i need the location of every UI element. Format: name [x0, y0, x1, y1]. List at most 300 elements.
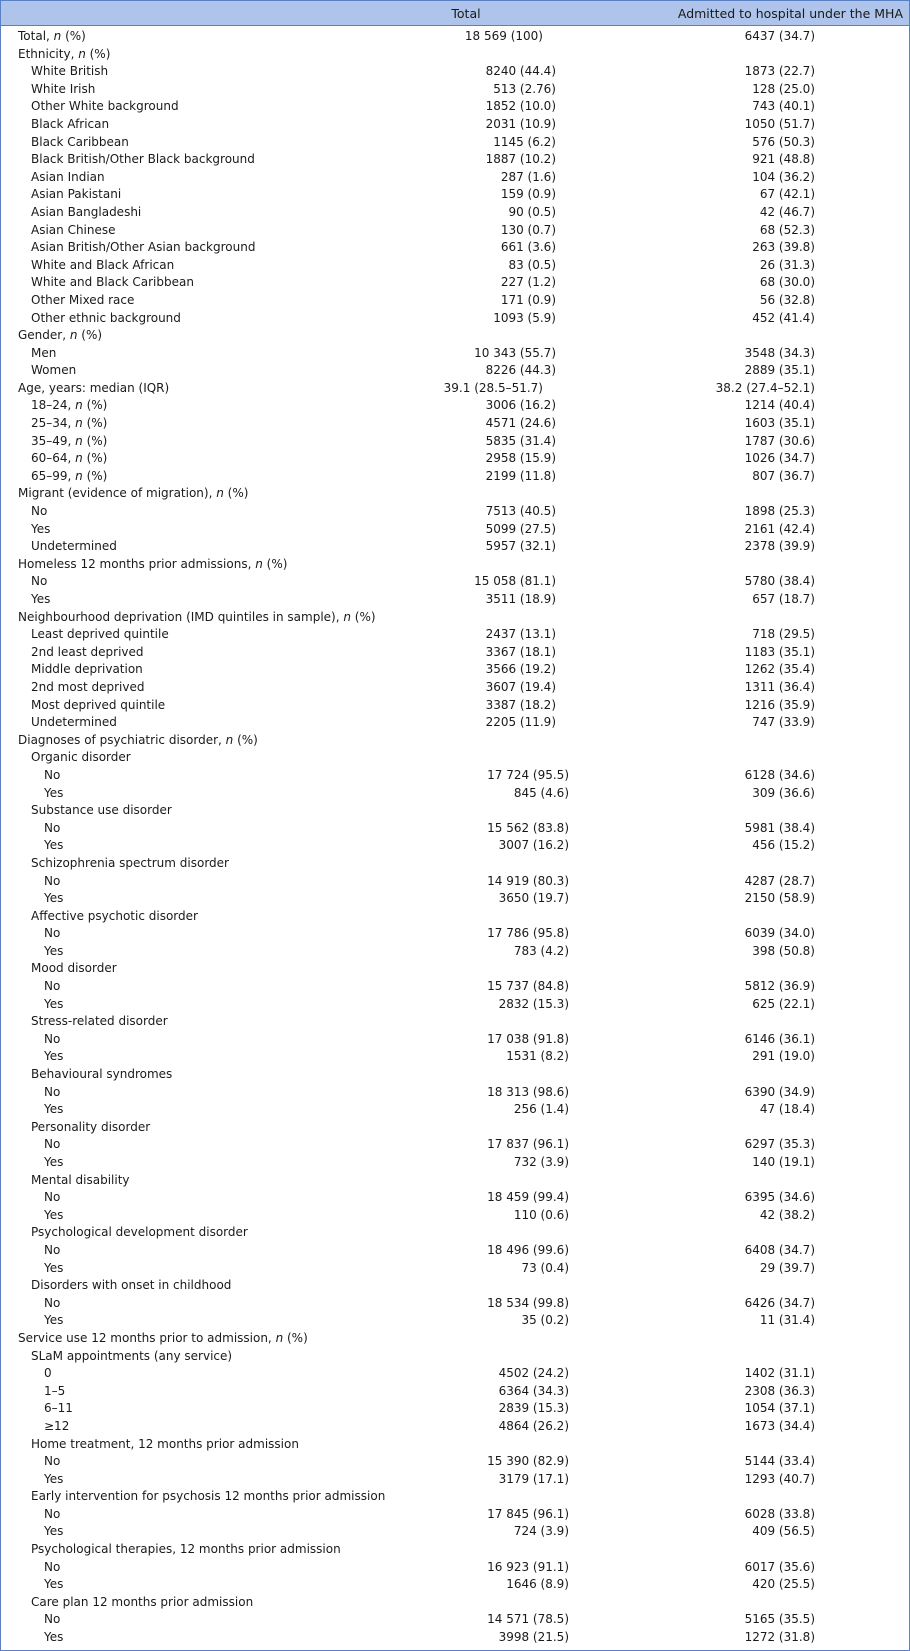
row-mha: 409 (56.5)	[752, 1524, 815, 1539]
row-mha: 398 (50.8)	[752, 943, 815, 958]
row-mha: 11 (31.4)	[759, 1313, 815, 1328]
row-label: Middle deprivation	[31, 662, 143, 677]
row-mha: 2378 (39.9)	[744, 539, 815, 554]
row-label: Yes	[44, 1577, 64, 1592]
row-total: 17 845 (96.1)	[487, 1506, 569, 1521]
row-label: 35–49, n (%)	[31, 433, 108, 448]
table-row	[1, 1330, 909, 1348]
table-row	[1, 345, 909, 363]
table-row	[1, 46, 909, 64]
row-total	[426, 1224, 556, 1242]
row-mha	[556, 1066, 909, 1084]
row-label: 65–99, n (%)	[31, 468, 108, 483]
table-row	[1, 978, 909, 996]
table-row	[1, 1365, 909, 1383]
row-total: 5099 (27.5)	[485, 521, 556, 536]
row-label: Psychological therapies, 12 months prior admission	[31, 1542, 341, 1557]
row-label: Yes	[44, 943, 64, 958]
table-row	[1, 644, 909, 662]
row-label: No	[44, 1190, 61, 1205]
row-mha: 263 (39.8)	[752, 240, 815, 255]
row-total: 227 (1.2)	[500, 275, 556, 290]
row-mha: 452 (41.4)	[752, 310, 815, 325]
row-label: Undetermined	[31, 715, 117, 730]
row-mha: 1050 (51.7)	[744, 116, 815, 131]
row-label: ≥12	[44, 1418, 70, 1433]
table-row	[1, 1136, 909, 1154]
row-label: Other Mixed race	[31, 292, 135, 307]
row-label: Organic disorder	[31, 750, 131, 765]
row-label: Yes	[44, 1049, 64, 1064]
row-total: 3566 (19.2)	[485, 662, 556, 677]
row-mha: 6028 (33.8)	[744, 1506, 815, 1521]
header-total: Total	[451, 6, 481, 21]
row-label: 2nd most deprived	[31, 679, 145, 694]
row-total: 3387 (18.2)	[485, 697, 556, 712]
table-row	[1, 274, 909, 292]
table-row	[1, 28, 909, 46]
row-mha: 1272 (31.8)	[744, 1630, 815, 1645]
row-mha: 291 (19.0)	[752, 1049, 815, 1064]
row-total	[426, 1277, 556, 1295]
table-row	[1, 697, 909, 715]
row-total: 35 (0.2)	[521, 1313, 569, 1328]
table-row	[1, 503, 909, 521]
table-row	[1, 1383, 909, 1401]
table-row	[1, 1013, 909, 1031]
row-total	[426, 1436, 556, 1454]
row-total: 3179 (17.1)	[498, 1471, 569, 1486]
row-total: 10 343 (55.7)	[474, 345, 556, 360]
row-mha: 42 (46.7)	[759, 204, 815, 219]
row-mha	[543, 46, 909, 64]
row-mha: 6395 (34.6)	[744, 1190, 815, 1205]
table-row	[1, 767, 909, 785]
row-mha: 5165 (35.5)	[744, 1612, 815, 1627]
table-row	[1, 609, 909, 627]
row-mha: 1873 (22.7)	[744, 64, 815, 79]
row-label: White and Black Caribbean	[31, 275, 194, 290]
row-total: 732 (3.9)	[513, 1155, 569, 1169]
row-total: 15 737 (84.8)	[487, 979, 569, 994]
table-row	[1, 433, 909, 451]
row-label: Mood disorder	[31, 961, 117, 976]
table-row	[1, 1453, 909, 1471]
row-mha	[543, 732, 909, 750]
row-total: 15 390 (82.9)	[487, 1454, 569, 1469]
row-label: 18–24, n (%)	[31, 398, 108, 413]
row-label: No	[44, 1137, 61, 1152]
row-total: 3006 (16.2)	[485, 398, 556, 413]
table-row	[1, 714, 909, 732]
row-total: 845 (4.6)	[513, 785, 569, 800]
row-total	[413, 327, 543, 345]
row-label: Least deprived quintile	[31, 627, 169, 642]
row-label: No	[44, 1031, 61, 1046]
row-total: 16 923 (91.1)	[487, 1559, 569, 1574]
table-header	[1, 1, 909, 26]
table-row	[1, 1418, 909, 1436]
row-total: 171 (0.9)	[500, 292, 556, 307]
row-label: Ethnicity, n (%)	[18, 46, 111, 61]
row-label: No	[44, 767, 61, 782]
row-mha: 625 (22.1)	[752, 996, 815, 1011]
row-label: No	[44, 1084, 61, 1099]
row-label: Black Caribbean	[31, 134, 129, 149]
row-mha: 6146 (36.1)	[744, 1031, 815, 1046]
row-label: Service use 12 months prior to admission, n (%)	[18, 1330, 308, 1345]
row-mha	[543, 1330, 909, 1348]
table-row	[1, 556, 909, 574]
row-mha: 1026 (34.7)	[744, 451, 815, 466]
row-label: No	[44, 820, 61, 835]
table-row	[1, 521, 909, 539]
table-row	[1, 1576, 909, 1594]
row-total: 3367 (18.1)	[485, 644, 556, 659]
row-label: Substance use disorder	[31, 803, 172, 818]
row-mha: 47 (18.4)	[759, 1102, 815, 1117]
table-row	[1, 151, 909, 169]
row-mha: 1311 (36.4)	[744, 679, 815, 694]
table-row	[1, 925, 909, 943]
row-label: Yes	[44, 891, 64, 906]
row-label: White and Black African	[31, 257, 175, 272]
row-label: Black British/Other Black background	[31, 152, 255, 167]
table-row	[1, 222, 909, 240]
row-label: Care plan 12 months prior admission	[31, 1594, 254, 1609]
row-total: 4864 (26.2)	[498, 1418, 569, 1433]
row-total: 1887 (10.2)	[485, 152, 556, 167]
row-mha	[556, 1488, 909, 1506]
row-mha: 1054 (37.1)	[744, 1401, 815, 1416]
row-mha	[556, 749, 909, 767]
row-label: No	[31, 574, 48, 589]
row-total: 287 (1.6)	[500, 169, 556, 184]
table-row	[1, 1400, 909, 1418]
table-row	[1, 116, 909, 134]
row-total: 2832 (15.3)	[498, 996, 569, 1011]
row-total: 1093 (5.9)	[493, 310, 556, 325]
row-mha: 56 (32.8)	[759, 292, 815, 307]
row-mha: 42 (38.2)	[759, 1207, 815, 1222]
table-row	[1, 1224, 909, 1242]
row-label: White Irish	[31, 81, 96, 96]
row-total: 1145 (6.2)	[493, 134, 556, 149]
row-total: 3511 (18.9)	[485, 592, 556, 606]
row-total: 4502 (24.2)	[498, 1366, 569, 1381]
row-mha	[556, 1277, 909, 1295]
row-label: Yes	[31, 592, 51, 606]
table-row	[1, 1101, 909, 1119]
row-total	[426, 960, 556, 978]
table-row	[1, 380, 909, 398]
table-row	[1, 63, 909, 81]
row-mha: 6297 (35.3)	[744, 1137, 815, 1152]
row-mha: 1787 (30.6)	[744, 433, 815, 448]
row-total	[426, 1066, 556, 1084]
row-mha	[543, 609, 909, 627]
table-row	[1, 1594, 909, 1612]
row-total: 17 038 (91.8)	[487, 1031, 569, 1046]
table-row	[1, 1119, 909, 1137]
table-row	[1, 468, 909, 486]
table-row	[1, 855, 909, 873]
row-total	[413, 732, 543, 750]
table-row	[1, 257, 909, 275]
row-total	[426, 1013, 556, 1031]
row-total: 5957 (32.1)	[485, 539, 556, 554]
row-mha: 68 (52.3)	[759, 222, 815, 237]
row-mha: 1898 (25.3)	[744, 504, 815, 519]
row-label: Yes	[44, 1260, 64, 1275]
row-label: No	[44, 979, 61, 994]
row-total	[426, 855, 556, 873]
row-mha	[556, 1594, 909, 1612]
table-row	[1, 292, 909, 310]
row-mha: 576 (50.3)	[752, 134, 815, 149]
row-label: Psychological development disorder	[31, 1225, 248, 1240]
row-mha: 104 (36.2)	[752, 169, 815, 184]
row-label: Asian Bangladeshi	[31, 204, 142, 219]
table-row	[1, 679, 909, 697]
row-mha	[556, 855, 909, 873]
row-label: No	[44, 1242, 61, 1257]
table-row	[1, 837, 909, 855]
table-row	[1, 204, 909, 222]
row-total: 2437 (13.1)	[485, 627, 556, 642]
row-total: 17 724 (95.5)	[487, 767, 569, 782]
table-row	[1, 538, 909, 556]
row-label: No	[31, 504, 48, 519]
row-label: Asian Chinese	[31, 222, 116, 237]
row-total: 3607 (19.4)	[485, 679, 556, 694]
row-mha: 26 (31.3)	[759, 257, 815, 272]
row-mha	[556, 1348, 909, 1366]
row-label: SLaM appointments (any service)	[31, 1348, 233, 1363]
table-body	[1, 26, 909, 1647]
row-total: 661 (3.6)	[500, 240, 556, 255]
row-label: Undetermined	[31, 539, 117, 554]
row-mha: 140 (19.1)	[752, 1155, 815, 1169]
row-mha	[543, 556, 909, 574]
row-label: No	[44, 1454, 61, 1469]
row-label: 2nd least deprived	[31, 644, 144, 659]
table-row	[1, 1084, 909, 1102]
row-total: 1852 (10.0)	[485, 99, 556, 114]
table-row	[1, 820, 909, 838]
row-label: Yes	[44, 1207, 64, 1222]
table-row	[1, 1189, 909, 1207]
row-label: Men	[31, 345, 57, 360]
table-row	[1, 485, 909, 503]
row-label: Homeless 12 months prior admissions, n (%)	[18, 556, 288, 571]
table-row	[1, 134, 909, 152]
table-row	[1, 81, 909, 99]
row-total	[413, 485, 543, 503]
row-label: Asian Pakistani	[31, 187, 122, 202]
row-total: 90 (0.5)	[508, 204, 556, 219]
row-mha: 128 (25.0)	[752, 81, 815, 96]
row-mha: 6039 (34.0)	[744, 926, 815, 941]
row-label: No	[44, 1559, 61, 1574]
row-total: 15 058 (81.1)	[474, 574, 556, 589]
row-mha: 309 (36.6)	[752, 785, 815, 800]
row-label: 25–34, n (%)	[31, 416, 108, 431]
row-label: No	[44, 926, 61, 941]
row-mha: 743 (40.1)	[752, 99, 815, 114]
table-row	[1, 362, 909, 380]
row-label: Yes	[44, 1155, 64, 1169]
row-label: Black African	[31, 116, 110, 131]
table-row	[1, 415, 909, 433]
row-label: No	[44, 873, 61, 888]
row-label: Mental disability	[31, 1172, 130, 1187]
row-label: Migrant (evidence of migration), n (%)	[18, 486, 249, 501]
row-label: Other ethnic background	[31, 310, 181, 325]
header-admitted-mha: Admitted to hospital under the MHA	[677, 6, 903, 21]
row-total: 17 786 (95.8)	[487, 926, 569, 941]
row-total: 6364 (34.3)	[498, 1383, 569, 1398]
table-row	[1, 450, 909, 468]
row-total: 17 837 (96.1)	[487, 1137, 569, 1152]
row-total	[413, 46, 543, 64]
row-total: 8240 (44.4)	[485, 64, 556, 79]
row-total: 2031 (10.9)	[485, 116, 556, 131]
table-row	[1, 1154, 909, 1172]
table-row	[1, 1295, 909, 1313]
row-mha: 456 (15.2)	[752, 838, 815, 853]
row-total: 18 459 (99.4)	[487, 1190, 569, 1205]
row-label: Yes	[44, 1630, 64, 1645]
row-mha: 1293 (40.7)	[744, 1471, 815, 1486]
row-total: 7513 (40.5)	[485, 504, 556, 519]
table-row	[1, 239, 909, 257]
row-total: 14 571 (78.5)	[487, 1612, 569, 1627]
row-total: 14 919 (80.3)	[487, 873, 569, 888]
row-mha: 921 (48.8)	[752, 152, 815, 167]
row-label: Yes	[44, 838, 64, 853]
row-label: Yes	[44, 1471, 64, 1486]
row-mha: 6437 (34.7)	[744, 29, 815, 43]
row-label: Affective psychotic disorder	[31, 908, 198, 923]
row-label: Yes	[44, 1524, 64, 1539]
table-row	[1, 1541, 909, 1559]
row-total: 39.1 (28.5–51.7)	[443, 380, 543, 395]
table-row	[1, 1277, 909, 1295]
row-total: 3650 (19.7)	[498, 891, 569, 906]
row-label: Early intervention for psychosis 12 months prior admission	[31, 1489, 386, 1504]
row-label: Yes	[44, 785, 64, 800]
row-total	[426, 1172, 556, 1190]
table-row	[1, 890, 909, 908]
row-total	[426, 1119, 556, 1137]
row-mha: 2150 (58.9)	[744, 891, 815, 906]
row-mha: 1214 (40.4)	[744, 398, 815, 413]
table-row	[1, 1031, 909, 1049]
row-mha	[556, 1013, 909, 1031]
row-total: 2199 (11.8)	[485, 468, 556, 483]
row-mha	[556, 1541, 909, 1559]
row-mha	[556, 960, 909, 978]
row-total: 83 (0.5)	[508, 257, 556, 272]
row-mha: 747 (33.9)	[752, 715, 815, 730]
table-row	[1, 1506, 909, 1524]
table-row	[1, 1611, 909, 1629]
row-mha: 68 (30.0)	[759, 275, 815, 290]
table-row	[1, 1488, 909, 1506]
row-mha: 2889 (35.1)	[744, 363, 815, 378]
row-mha: 38.2 (27.4–52.1)	[715, 380, 815, 395]
row-label: No	[44, 1506, 61, 1521]
table-row	[1, 327, 909, 345]
row-mha: 6017 (35.6)	[744, 1559, 815, 1574]
row-total	[413, 1330, 543, 1348]
table-row	[1, 661, 909, 679]
table-row	[1, 943, 909, 961]
row-mha: 6426 (34.7)	[744, 1295, 815, 1310]
row-label: Personality disorder	[31, 1119, 151, 1134]
header-blank-cell	[1, 1, 401, 25]
row-label: No	[44, 1612, 61, 1627]
row-total: 18 496 (99.6)	[487, 1242, 569, 1257]
row-total	[413, 609, 543, 627]
row-mha: 1183 (35.1)	[744, 644, 815, 659]
table-row	[1, 732, 909, 750]
row-total: 130 (0.7)	[500, 222, 556, 237]
table-row	[1, 1066, 909, 1084]
table-row	[1, 169, 909, 187]
row-mha: 1603 (35.1)	[744, 416, 815, 431]
table-row	[1, 626, 909, 644]
row-total: 73 (0.4)	[521, 1260, 569, 1275]
row-label: Disorders with onset in childhood	[31, 1278, 232, 1293]
table-row	[1, 873, 909, 891]
row-mha: 807 (36.7)	[752, 468, 815, 483]
row-total: 783 (4.2)	[513, 943, 569, 958]
row-total: 2839 (15.3)	[498, 1401, 569, 1416]
row-mha: 6408 (34.7)	[744, 1242, 815, 1257]
row-mha	[556, 802, 909, 820]
table-row	[1, 591, 909, 609]
row-label: 0	[44, 1366, 52, 1381]
table-row	[1, 573, 909, 591]
row-total	[426, 1541, 556, 1559]
row-total: 8226 (44.3)	[485, 363, 556, 378]
row-mha: 1402 (31.1)	[744, 1366, 815, 1381]
row-mha: 67 (42.1)	[759, 187, 815, 202]
row-mha: 5780 (38.4)	[744, 574, 815, 589]
row-mha	[543, 485, 909, 503]
table-row	[1, 908, 909, 926]
row-label: Most deprived quintile	[31, 697, 166, 712]
row-total: 3007 (16.2)	[498, 838, 569, 853]
row-mha: 2308 (36.3)	[744, 1383, 815, 1398]
table-row	[1, 1172, 909, 1190]
row-mha: 6128 (34.6)	[744, 767, 815, 782]
row-mha: 1262 (35.4)	[744, 662, 815, 677]
row-label: Stress-related disorder	[31, 1014, 168, 1029]
table-row	[1, 785, 909, 803]
row-mha	[556, 1119, 909, 1137]
table-row	[1, 397, 909, 415]
row-total: 5835 (31.4)	[485, 433, 556, 448]
table-row	[1, 1471, 909, 1489]
row-label: Age, years: median (IQR)	[18, 380, 170, 395]
row-total	[413, 556, 543, 574]
row-label: No	[44, 1295, 61, 1310]
row-mha: 1216 (35.9)	[744, 697, 815, 712]
table-row	[1, 960, 909, 978]
